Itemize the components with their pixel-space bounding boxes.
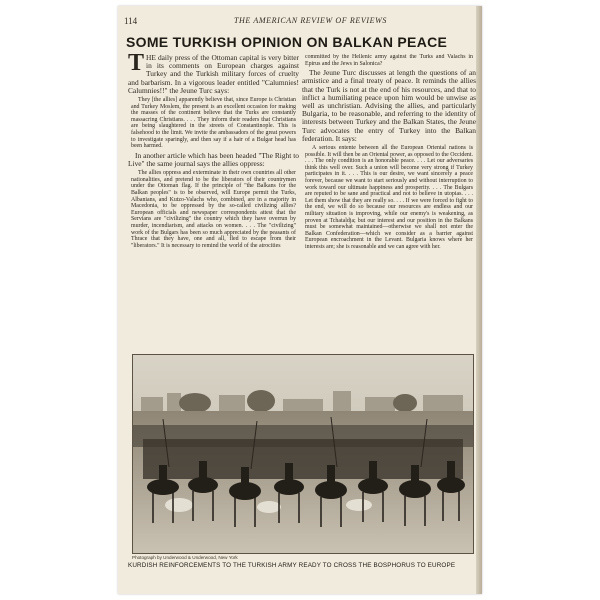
page-edge: [476, 6, 482, 594]
right-column: [302, 54, 476, 344]
left-column: [128, 54, 299, 344]
body-paragraph: The Jeune Turc discusses at length the questions of an armistice and a final treaty of peace. It reminds the allies that the Turk is not at the end of his resources, and that to inflict a humiliating peace upon him would be unwise as well as unchristian. Advising the allies, and particularly Bulgaria, to be reasonable, and referring to the identity of interests between Turkey and the Balkan States, the Jeune Turc advocates the entry of Turkey into the Balkan federation. It says:: [302, 68, 476, 143]
page-number: 114: [124, 16, 138, 26]
photo-caption: KURDISH REINFORCEMENTS TO THE TURKISH ARMY READY TO CROSS THE BOSPHORUS TO EUROPE: [128, 562, 456, 569]
photo-credit: Photograph by Underwood & Underwood, New York: [132, 555, 238, 560]
drop-cap: T: [128, 54, 145, 76]
photograph: [132, 354, 474, 554]
body-paragraph: In another article which has been headed "The Right to Live" the same journal says the allies oppress:: [128, 150, 299, 168]
quote-continuation: committed by the Hellenic army against the Turks and Valachs in Epirus and the Jews in Salonica?: [305, 54, 473, 67]
quote-paragraph: A serious entente between all the European Oriental nations is possible. It will then be an Oriental power, as opposed to the Occident. . . . The only condition is an honorable peace. . . . Let our adversaries think this well over. Such a union will become very strong if Turkey participates in it. . . . This is our desire, we want sincerely a peace forever, because we want to start seriously and without interruption to work toward our ultimate happiness and prosperity. . . . The Bulgars are reputed to be sane and practical and not to believe in utopias. . . . Let them show that they are really so. . . . If we were forced to fight to the end, we will do so because our resources are endless and our military situation is improving, while our enemy's is weakening, as proven at Tchataldja; but our interest and our position in the Balkans must be somewhat maintained—otherwise we shall not enter the Balkan Confederation—which we consider as a barrier against European encroachment in the Levant. Bulgaria knows where her interests are; she is reasonable and we can agree with her.: [305, 145, 473, 250]
intro-paragraph: THE daily press of the Ottoman capital is very bitter in its comments on European charges against Turkey and the Turkish military forces of cruelty and barbarism. In a vigorous leader entitled "Calumnies! Calumnies!!" the Jeune Turc says:: [128, 54, 299, 95]
magazine-page: [118, 6, 482, 594]
article-title: SOME TURKISH OPINION ON BALKAN PEACE: [126, 34, 448, 50]
crowd: [133, 425, 473, 479]
quote-paragraph: The allies oppress and exterminate in their own countries all other nationalities, and pretend to be the liberators of their countrymen under the Ottoman flag. If the principle of "the Balkans for the Balkan peoples" is to be observed, will Europe permit the Turks, Albanians, and Kutzo-Valachs who, combined, are in a majority in Macedonia, to be oppressed by the so-called civilizing allies? European officials and newspaper correspondents attest that the Servians are "civilizing" the country which they have overrun by murder, incendiarism, and attacks on women. . . . The "civilizing" work of the Bulgars has been so much appreciated by the peasants of Thrace that they have, one and all, fled to escape from their "liberators." It is necessary to remind the world of the atrocities: [131, 170, 296, 249]
journal-title: THE AMERICAN REVIEW OF REVIEWS: [234, 16, 387, 25]
quote-paragraph: They [the allies] apparently believe that, since Europe is Christian and Turkey Moslem, the present is an excellent occasion for making the masses of the continent believe that the Turks are constantly massacring Christians. . . . They inform their readers that Christians are being slaughtered in the streets of Constantinople. This is falsehood to the limit. We invite the ambassadors of the great powers to investigate sparingly, and then say if a hair of a Bulgar head has been harmed.: [131, 97, 296, 150]
running-head: [124, 16, 476, 28]
